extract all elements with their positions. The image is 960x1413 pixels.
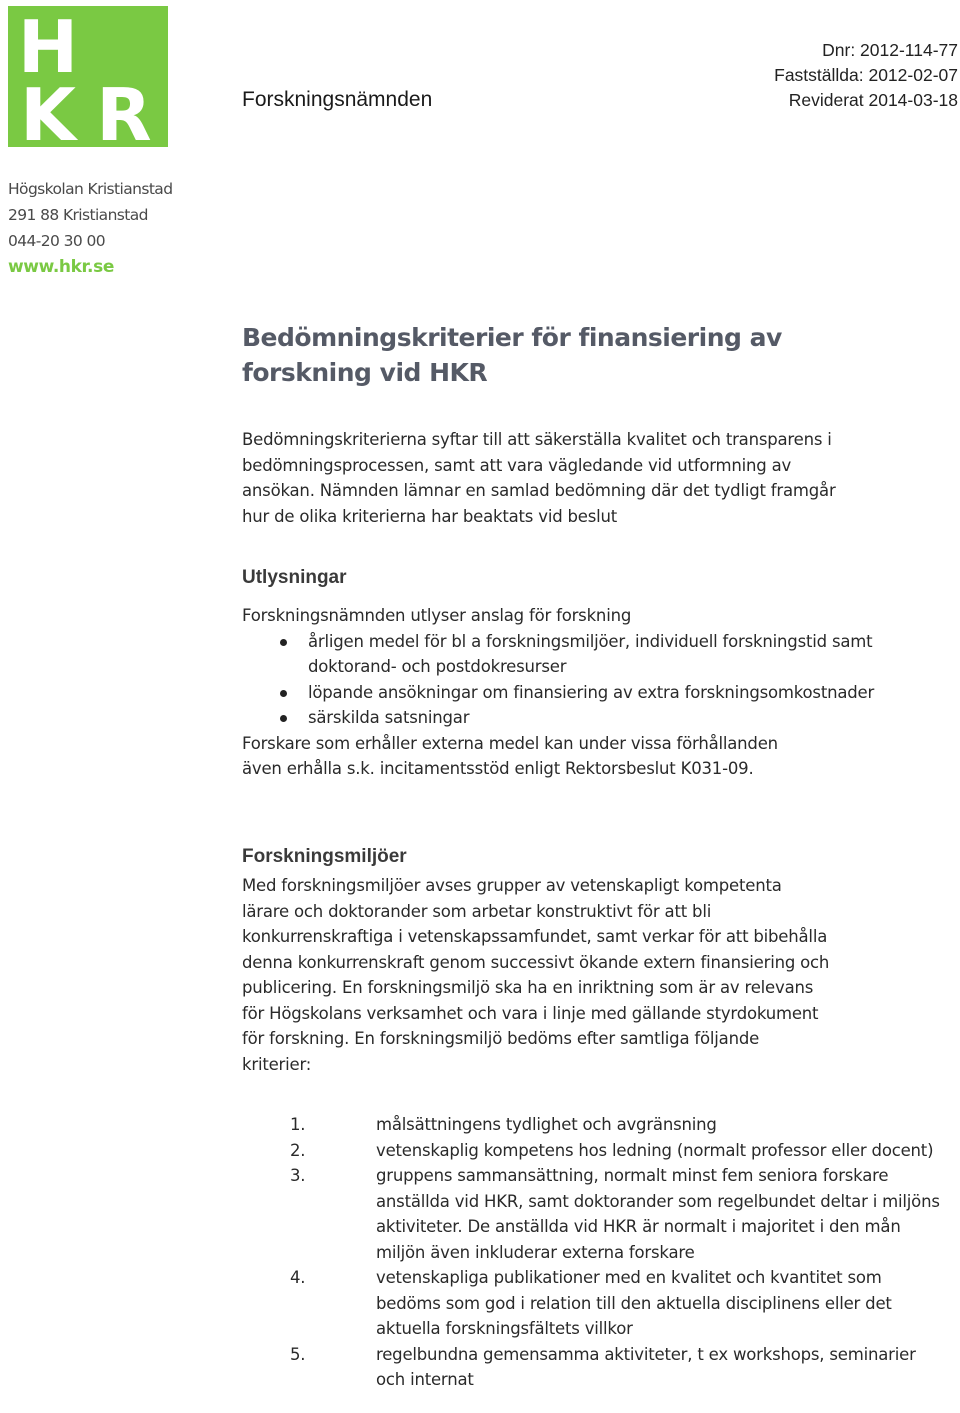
- title-line: forskning vid HKR: [242, 358, 488, 387]
- list-item: 3. gruppens sammansättning, normalt minst fem seniora forskare anställda vid HKR, samt doktorander som regelbundet deltar i miljöns aktiviteter. De anställda vid HKR är normalt i majoritet i den mån miljön även inkluderar externa forskare: [290, 1163, 940, 1265]
- bullet-icon: [280, 690, 287, 697]
- item-number: 5.: [290, 1344, 306, 1364]
- list-item: löpande ansökningar om finansiering av extra forskningsomkostnader: [242, 680, 932, 706]
- heading-utlysningar: Utlysningar: [242, 567, 347, 588]
- forskningsmiljoer-paragraph: Med forskningsmiljöer avses grupper av vetenskapligt kompetenta lärare och doktorander som arbetar konstruktivt för att bli konkurrenskraftiga i vetenskapssamfundet, samt verkar för att bibehålla denna konkurrenskraft genom successivt ökande extern finansiering och publicering. En forskningsmiljö ska ha en inriktning som är av relevans för Högskolans verksamhet och vara i linje med gällande styrdokument för forskning. En forskningsmiljö bedöms efter samtliga följande kriterier:: [242, 876, 830, 1074]
- item-number: 2.: [290, 1140, 306, 1160]
- logo-letter-k: K: [20, 73, 76, 147]
- criteria-list: [290, 1112, 940, 1393]
- item-number: 3.: [290, 1166, 306, 1185]
- website-link[interactable]: www.hkr.se: [8, 257, 114, 277]
- institution-address: [8, 176, 172, 280]
- address-line: 291 88 Kristianstad: [8, 206, 148, 224]
- section-utlysningar: [242, 603, 932, 782]
- utlysningar-lead: Forskningsnämnden utlyser anslag för forskning: [242, 606, 632, 625]
- heading-forskningsmiljoer: Forskningsmiljöer: [242, 846, 407, 867]
- address-line: Högskolan Kristianstad: [8, 180, 173, 198]
- unit-name: Forskningsnämnden: [242, 88, 433, 111]
- utlysningar-list: [242, 629, 932, 731]
- list-item: årligen medel för bl a forskningsmiljöer, individuell forskningstid samt doktorand- och postdokresurser: [242, 629, 932, 680]
- bullet-icon: [280, 639, 287, 646]
- reviderat-date: Reviderat 2014-03-18: [788, 90, 958, 110]
- utlysningar-closing: Forskare som erhåller externa medel kan under vissa förhållanden även erhålla s.k. incitamentsstöd enligt Rektorsbeslut K031-09.: [242, 733, 778, 778]
- list-item: 1. målsättningens tydlighet och avgränsning: [290, 1112, 940, 1138]
- item-number: 1.: [290, 1115, 306, 1134]
- logo-letter-r: R: [96, 73, 152, 147]
- list-item: 2. vetenskaplig kompetens hos ledning (normalt professor eller docent): [290, 1138, 940, 1164]
- list-item: 5. regelbundna gemensamma aktiviteter, t ex workshops, seminarier och internat: [290, 1342, 940, 1393]
- bullet-icon: [280, 715, 287, 722]
- intro-paragraph: Bedömningskriterierna syftar till att säkerställa kvalitet och transparens i bedömningsprocessen, samt att vara vägledande vid utformning av ansökan. Nämnden lämnar en samlad bedömning där det tydligt framgår hur de olika kriterierna har beaktats vid beslut: [242, 430, 836, 526]
- logo-letter-h: H: [17, 6, 79, 89]
- faststalld-date: Fastställda: 2012-02-07: [774, 65, 958, 85]
- document-meta: [774, 38, 958, 113]
- title-line: Bedömningskriterier för finansiering av: [242, 323, 782, 352]
- address-line: 044-20 30 00: [8, 232, 106, 250]
- document-title: [242, 320, 882, 390]
- list-item: särskilda satsningar: [242, 705, 932, 731]
- list-item: 4. vetenskapliga publikationer med en kvalitet och kvantitet som bedöms som god i relation till den aktuella disciplinens eller det aktuella forskningsfältets villkor: [290, 1265, 940, 1342]
- item-number: 4.: [290, 1268, 306, 1287]
- dnr: Dnr: 2012-114-77: [822, 40, 958, 60]
- hkr-logo: [8, 6, 168, 147]
